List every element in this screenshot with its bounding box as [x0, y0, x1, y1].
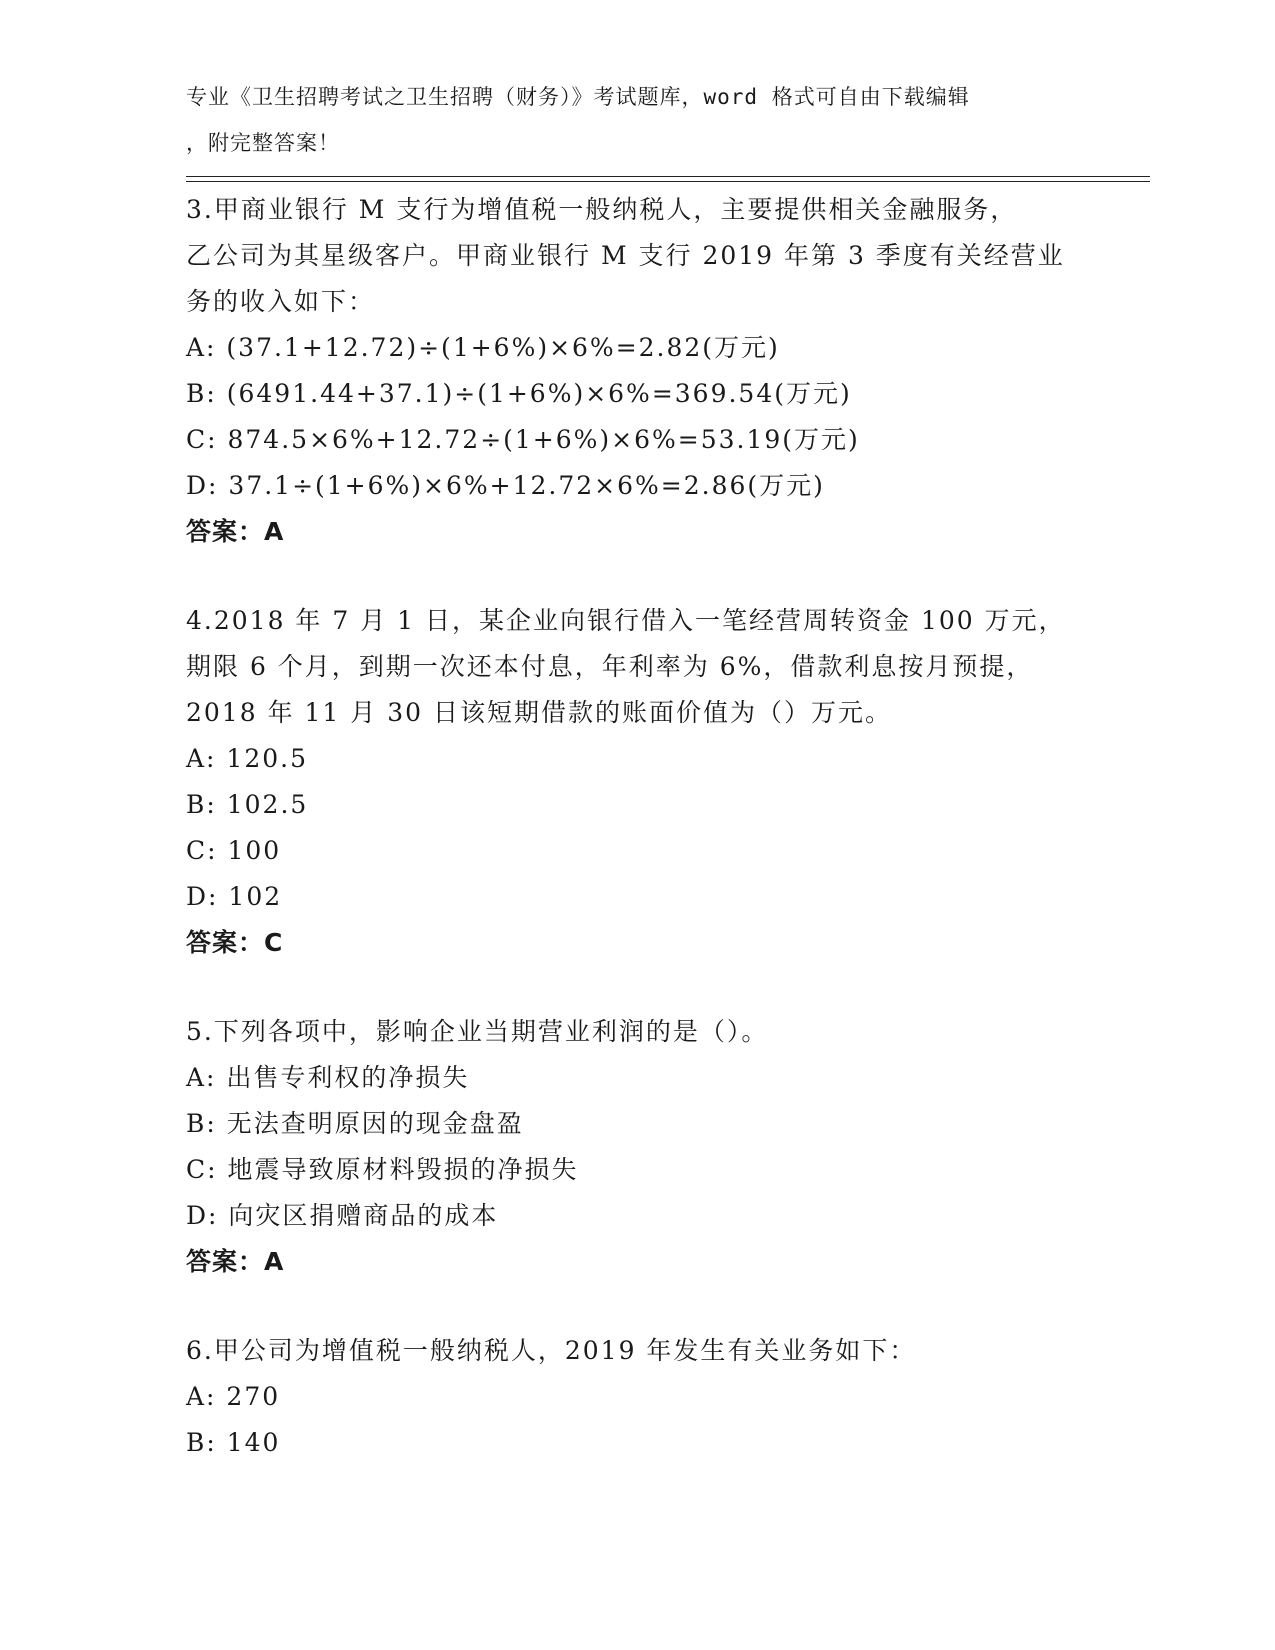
option-a: A: 120.5	[186, 744, 308, 773]
question-3	[186, 187, 1086, 555]
option-b: B: 无法查明原因的现金盘盈	[186, 1109, 524, 1138]
question-text-line: 务的收入如下：	[186, 287, 376, 316]
answer-line: 答案：A	[186, 517, 285, 546]
question-text-line: 3.甲商业银行 M 支行为增值税一般纳税人，主要提供相关金融服务，	[186, 195, 1018, 224]
option-a: A: 出售专利权的净损失	[186, 1063, 470, 1092]
option-d: D: 102	[186, 882, 283, 911]
question-text-line: 乙公司为其星级客户。甲商业银行 M 支行 2019 年第 3 季度有关经营业	[186, 241, 1065, 270]
option-b: B: (6491.44+37.1)÷(1+6%)×6%=369.54(万元)	[186, 379, 852, 408]
option-c: C: 874.5×6%+12.72÷(1+6%)×6%=53.19(万元)	[186, 425, 860, 454]
option-c: C: 地震导致原材料毁损的净损失	[186, 1155, 579, 1184]
question-text-line: 5.下列各项中，影响企业当期营业利润的是（）。	[186, 1017, 769, 1046]
question-6	[186, 1328, 1086, 1466]
question-5	[186, 1009, 1086, 1285]
answer-line: 答案：C	[186, 928, 284, 957]
header-divider-top	[186, 176, 1150, 177]
header-line-2: ，附完整答案！	[186, 131, 340, 155]
answer-line: 答案：A	[186, 1247, 285, 1276]
question-text-line: 2018 年 11 月 30 日该短期借款的账面价值为（）万元。	[186, 698, 892, 727]
question-text-line: 4.2018 年 7 月 1 日，某企业向银行借入一笔经营周转资金 100 万元，	[186, 606, 1066, 635]
option-d: D: 向灾区捐赠商品的成本	[186, 1201, 499, 1230]
header-divider-bottom	[186, 181, 1150, 182]
document-header	[186, 74, 1066, 166]
option-b: B: 140	[186, 1428, 281, 1457]
option-c: C: 100	[186, 836, 282, 865]
header-line-1: 专业《卫生招聘考试之卫生招聘（财务）》考试题库，word 格式可自由下载编辑	[186, 85, 970, 109]
option-a: A: 270	[186, 1382, 281, 1411]
option-b: B: 102.5	[186, 790, 309, 819]
option-a: A: (37.1+12.72)÷(1+6%)×6%=2.82(万元)	[186, 333, 780, 362]
question-text-line: 6.甲公司为增值税一般纳税人，2019 年发生有关业务如下：	[186, 1336, 917, 1365]
question-text-line: 期限 6 个月，到期一次还本付息，年利率为 6%，借款利息按月预提，	[186, 652, 1034, 681]
question-4	[186, 598, 1086, 966]
option-d: D: 37.1÷(1+6%)×6%+12.72×6%=2.86(万元)	[186, 471, 825, 500]
